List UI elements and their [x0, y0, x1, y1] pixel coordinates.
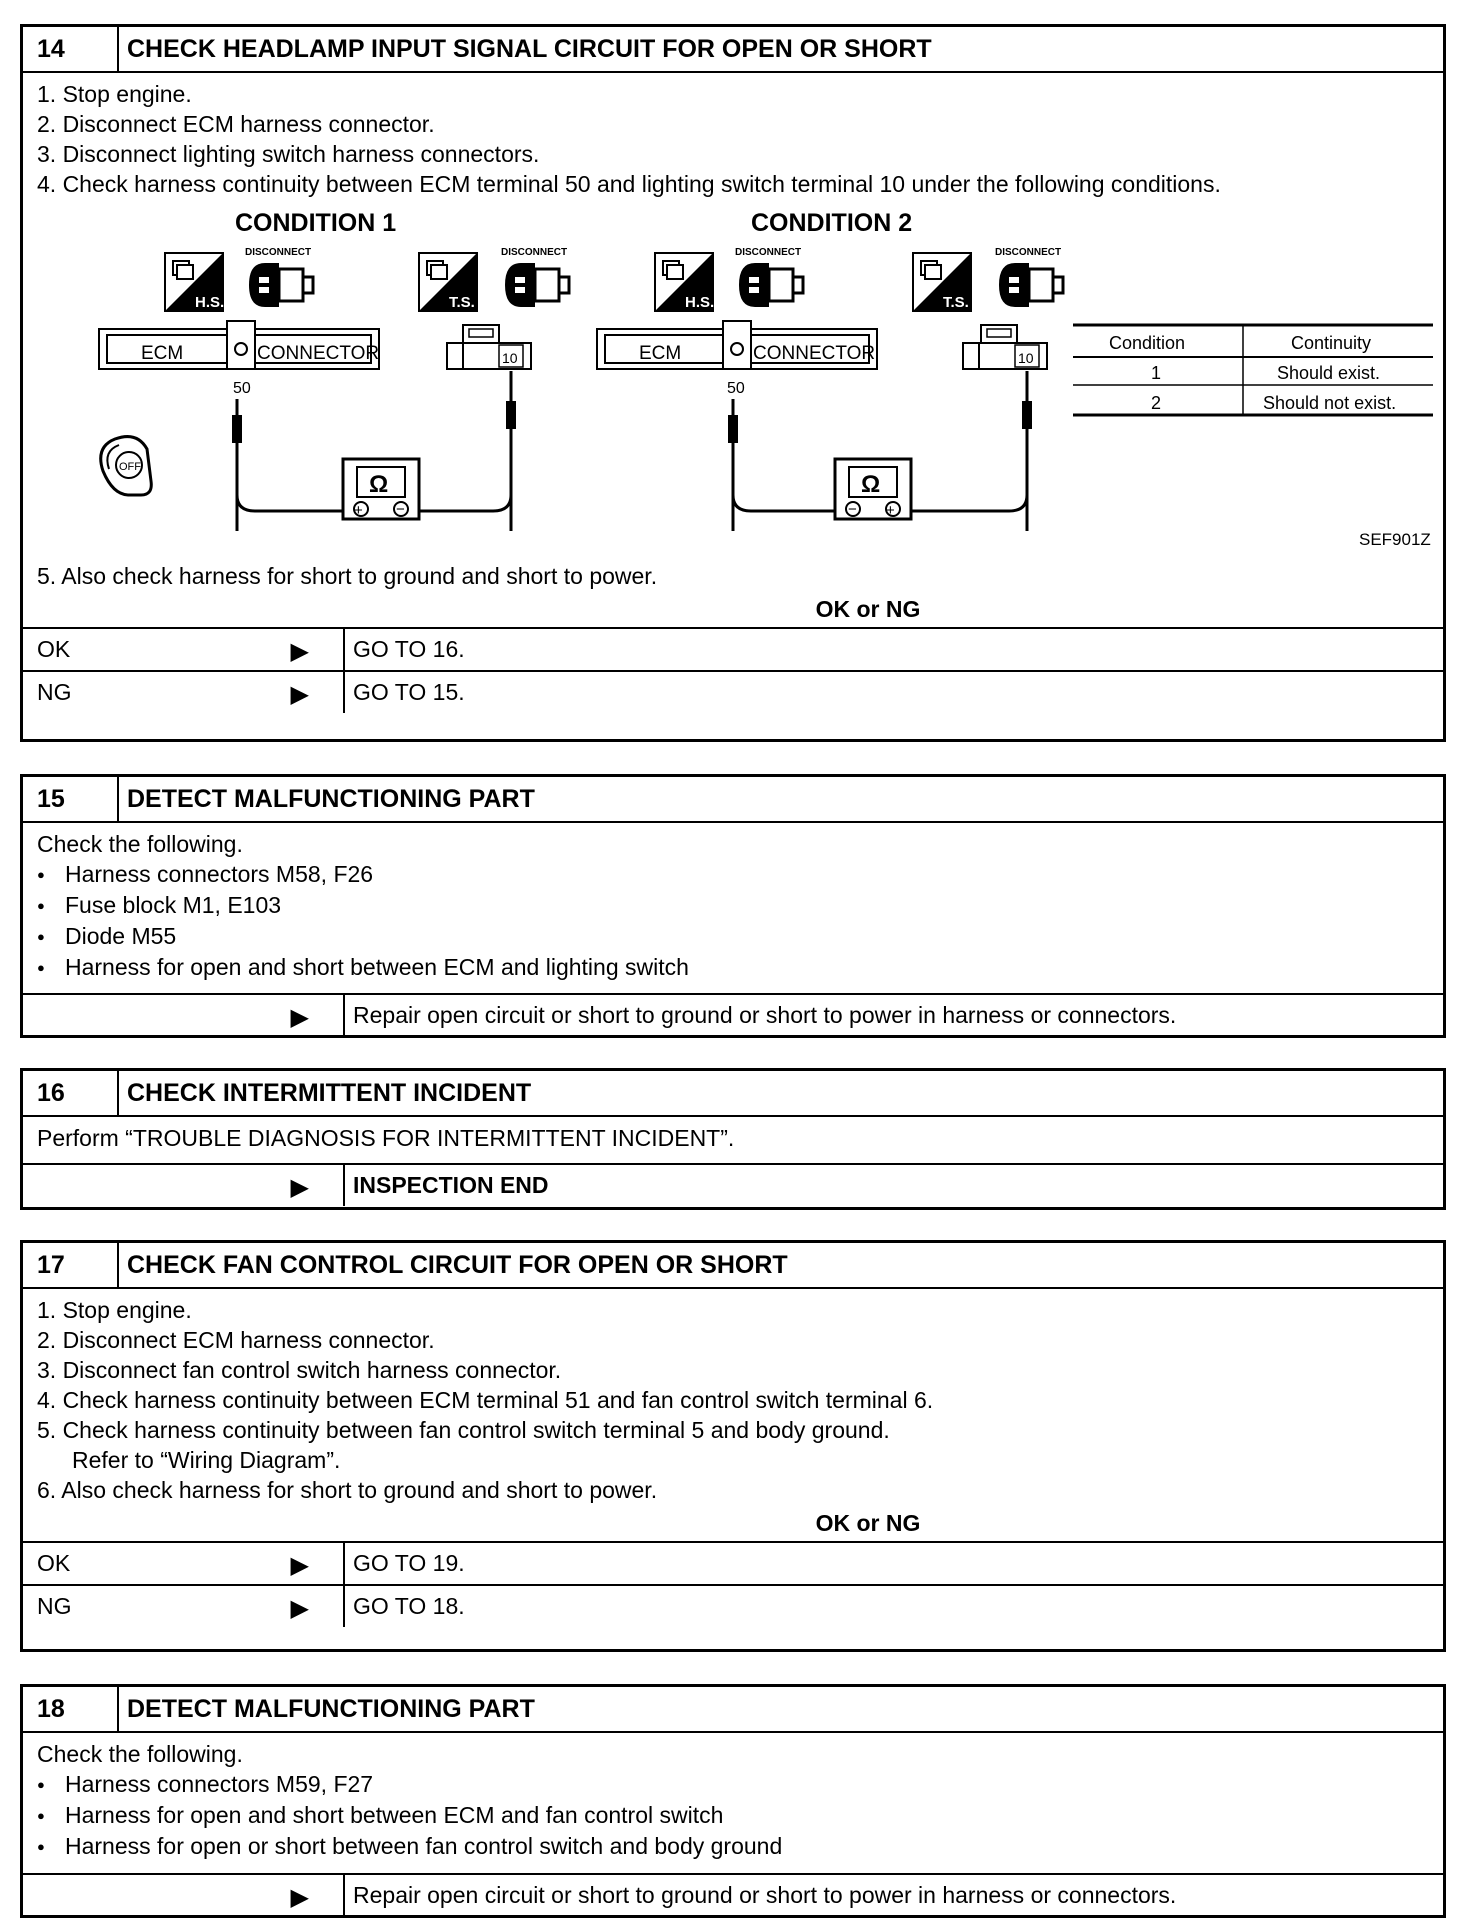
step-15-block [20, 774, 1446, 1038]
ohmmeter-icon [835, 459, 911, 519]
svg-text:CONNECTOR: CONNECTOR [257, 343, 380, 364]
result-label: OK [37, 636, 71, 662]
harness-side-icon [655, 253, 714, 311]
step-number: 18 [23, 1687, 119, 1731]
step-17-header [23, 1243, 1443, 1289]
step-title: DETECT MALFUNCTIONING PART [127, 784, 535, 813]
result-label: OK [37, 1550, 71, 1576]
step-16-instructions [23, 1117, 1443, 1163]
terminal-side-icon [913, 253, 971, 311]
step-title: CHECK HEADLAMP INPUT SIGNAL CIRCUIT FOR OPEN OR SHORT [127, 34, 932, 63]
svg-text:10: 10 [1018, 350, 1034, 366]
arrow-right-icon: ▶ [290, 1595, 309, 1622]
arrow-right-icon: ▶ [290, 1004, 309, 1031]
instruction-line: 3. Disconnect lighting switch harness connectors. [37, 141, 540, 167]
ecm-connector-1 [99, 321, 379, 369]
svg-text:T.S.: T.S. [449, 294, 475, 311]
svg-text:10: 10 [502, 350, 518, 366]
svg-text:ECM: ECM [141, 343, 184, 364]
svg-text:Ω: Ω [861, 471, 881, 498]
arrow-right-icon: ▶ [290, 681, 309, 708]
svg-text:Ω: Ω [369, 471, 389, 498]
step-15-instructions [23, 823, 1443, 993]
result-action: GO TO 19. [343, 1543, 1443, 1584]
instruction-line: Check the following. [37, 1741, 243, 1767]
bullet-item: ● Harness connectors M58, F26 [37, 859, 1429, 890]
bullet-item: ● Diode M55 [37, 921, 1429, 952]
result-row [23, 1163, 1443, 1206]
instruction-line: 4. Check harness continuity between ECM terminal 51 and fan control switch terminal 6. [37, 1387, 934, 1413]
step-number: 14 [23, 27, 119, 71]
step-18-block [20, 1684, 1446, 1918]
step-title: DETECT MALFUNCTIONING PART [127, 1694, 535, 1723]
result-label: NG [37, 679, 72, 705]
instruction-line: Perform “TROUBLE DIAGNOSIS FOR INTERMITTENT INCIDENT”. [37, 1125, 735, 1151]
step-17-instructions [23, 1289, 1443, 1505]
svg-text:CONNECTOR: CONNECTOR [753, 343, 876, 364]
ignition-key-off-icon [101, 437, 152, 495]
disconnect-plug-icon [249, 263, 313, 307]
instruction-line: 5. Check harness continuity between fan control switch terminal 5 and body ground. [37, 1417, 890, 1443]
bullet-item: ● Fuse block M1, E103 [37, 890, 1429, 921]
bullet-item: ● Harness connectors M59, F27 [37, 1769, 1429, 1800]
result-row [23, 993, 1443, 1036]
result-action: Repair open circuit or short to ground or short to power in harness or connectors. [343, 995, 1443, 1036]
svg-text:H.S.: H.S. [195, 294, 225, 311]
continuity-diagram [23, 205, 1443, 561]
harness-side-icon [165, 253, 224, 311]
ecm-terminal-50: 50 [233, 380, 251, 397]
figure-id: SEF901Z [1359, 530, 1431, 549]
step-18-instructions [23, 1733, 1443, 1873]
disconnect-label: DISCONNECT [501, 247, 568, 258]
disconnect-plug-icon [999, 263, 1063, 307]
instruction-line: 1. Stop engine. [37, 81, 192, 107]
lighting-switch-connector-2 [963, 325, 1047, 369]
result-action: GO TO 15. [343, 672, 1443, 713]
bullet-item: ● Harness for open and short between ECM and lighting switch [37, 952, 1429, 983]
disconnect-label: DISCONNECT [245, 247, 312, 258]
ecm-terminal-50: 50 [727, 380, 745, 397]
disconnect-plug-icon [505, 263, 569, 307]
arrow-right-icon: ▶ [290, 1174, 309, 1201]
result-label: NG [37, 1593, 72, 1619]
svg-text:H.S.: H.S. [685, 294, 715, 311]
instruction-line: 2. Disconnect ECM harness connector. [37, 111, 435, 137]
result-row-ng [23, 1584, 1443, 1627]
instruction-line: 3. Disconnect fan control switch harness connector. [37, 1357, 562, 1383]
bullet-item: ● Harness for open and short between ECM and fan control switch [37, 1800, 1429, 1831]
instruction-line: 4. Check harness continuity between ECM terminal 50 and lighting switch terminal 10 under the following conditions. [37, 171, 1221, 197]
lighting-switch-connector-1 [447, 325, 531, 369]
instruction-line: 1. Stop engine. [37, 1297, 192, 1323]
instruction-line: 2. Disconnect ECM harness connector. [37, 1327, 435, 1353]
result-action: GO TO 16. [343, 629, 1443, 670]
step-title: CHECK FAN CONTROL CIRCUIT FOR OPEN OR SHORT [127, 1250, 788, 1279]
svg-text:1: 1 [1151, 363, 1162, 383]
svg-text:Condition: Condition [1109, 333, 1186, 353]
bullet-item: ● Harness for open or short between fan control switch and body ground [37, 1831, 1429, 1862]
step-number: 15 [23, 777, 119, 821]
step-14-instructions [23, 73, 1443, 205]
disconnect-label: DISCONNECT [735, 247, 802, 258]
step-16-block [20, 1068, 1446, 1210]
arrow-right-icon: ▶ [290, 638, 309, 665]
result-row-ok [23, 627, 1443, 670]
step-title: CHECK INTERMITTENT INCIDENT [127, 1078, 532, 1107]
result-action: GO TO 18. [343, 1586, 1443, 1627]
svg-text:Continuity: Continuity [1291, 333, 1372, 353]
svg-text:ECM: ECM [639, 343, 682, 364]
svg-text:T.S.: T.S. [943, 294, 969, 311]
terminal-side-icon [419, 253, 477, 311]
ok-or-ng-label: OK or NG [815, 1510, 921, 1536]
svg-text:OFF: OFF [119, 461, 141, 473]
result-row-ng [23, 670, 1443, 713]
ohmmeter-icon [343, 459, 419, 519]
svg-text:−: − [848, 501, 857, 518]
step-number: 16 [23, 1071, 119, 1115]
instruction-line: 5. Also check harness for short to ground and short to power. [37, 563, 658, 589]
step-number: 17 [23, 1243, 119, 1287]
ecm-connector-2 [597, 321, 877, 369]
disconnect-plug-icon [739, 263, 803, 307]
step-15-header [23, 777, 1443, 823]
arrow-right-icon: ▶ [290, 1884, 309, 1911]
instruction-line: Refer to “Wiring Diagram”. [72, 1447, 341, 1473]
svg-text:+: + [886, 502, 895, 519]
arrow-right-icon: ▶ [290, 1552, 309, 1579]
svg-text:+: + [354, 502, 363, 519]
condition-continuity-table [1073, 325, 1433, 415]
instruction-line: Check the following. [37, 831, 243, 857]
result-row [23, 1873, 1443, 1916]
svg-text:Should exist.: Should exist. [1277, 363, 1381, 383]
instruction-line: 6. Also check harness for short to ground and short to power. [37, 1477, 658, 1503]
disconnect-label: DISCONNECT [995, 247, 1062, 258]
result-row-ok [23, 1541, 1443, 1584]
step-17-block [20, 1240, 1446, 1652]
step-18-header [23, 1687, 1443, 1733]
step-14-header [23, 27, 1443, 73]
svg-text:Should not exist.: Should not exist. [1263, 393, 1397, 413]
condition-2-label: CONDITION 2 [751, 209, 913, 237]
result-action: Repair open circuit or short to ground or short to power in harness or connectors. [343, 1875, 1443, 1916]
svg-text:−: − [396, 501, 405, 518]
result-action: INSPECTION END [343, 1165, 1443, 1206]
condition-1-label: CONDITION 1 [235, 209, 397, 237]
svg-text:2: 2 [1151, 393, 1162, 413]
step-14-block [20, 24, 1446, 742]
step-16-header [23, 1071, 1443, 1117]
ok-or-ng-label: OK or NG [815, 596, 921, 622]
